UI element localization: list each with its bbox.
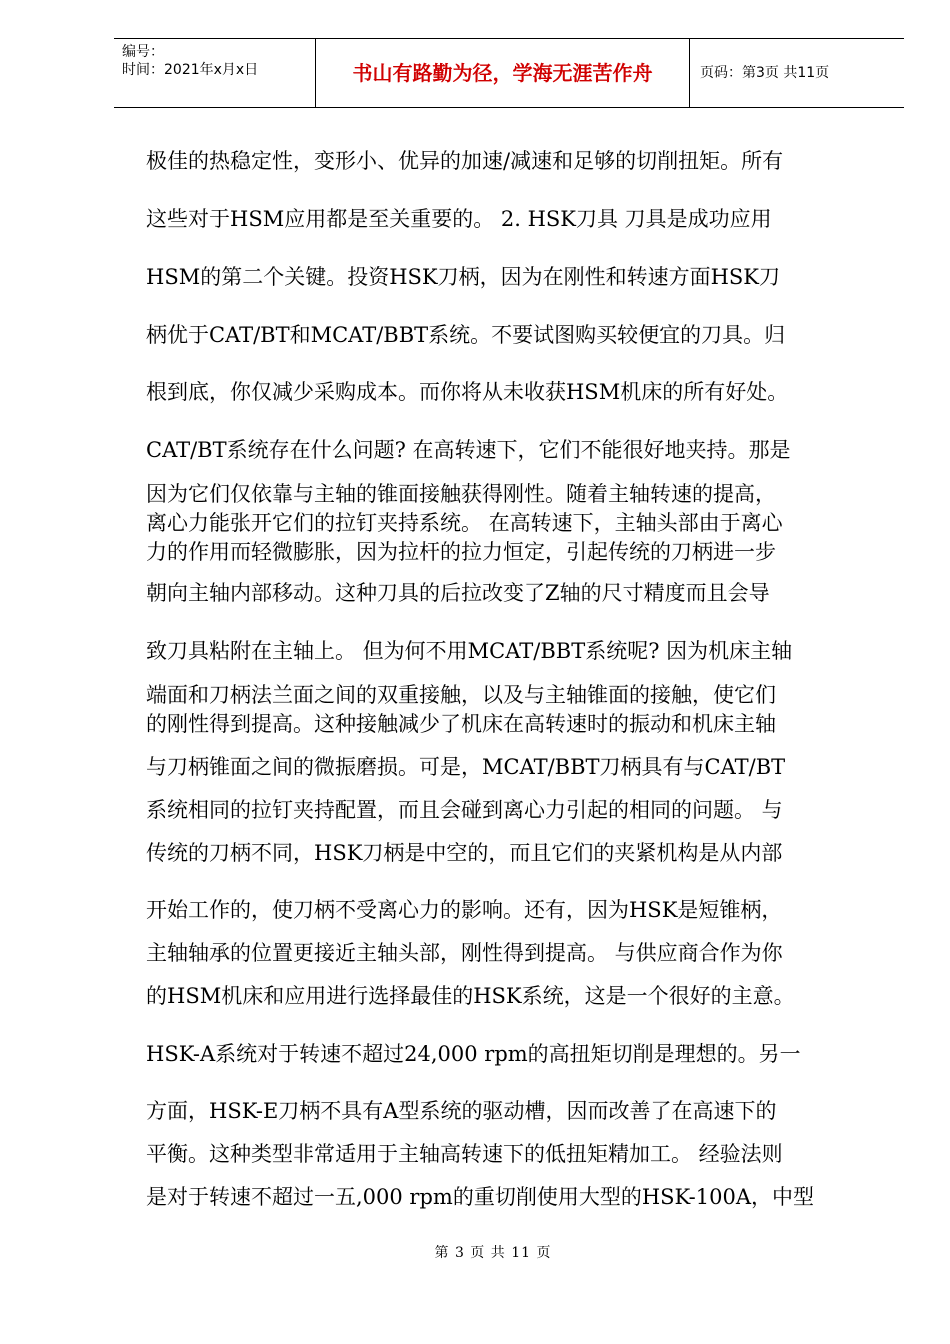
body-line: 方面，HSK-E刀柄不具有A型系统的驱动槽，因而改善了在高速下的	[146, 1099, 777, 1123]
body-line: 朝向主轴内部移动。这种刀具的后拉改变了Z轴的尺寸精度而且会导	[146, 581, 770, 605]
body-line: 的HSM机床和应用进行选择最佳的HSK系统，这是一个很好的主意。	[146, 984, 795, 1008]
body-line: 主轴轴承的位置更接近主轴头部，刚性得到提高。 与供应商合作为你	[146, 941, 783, 965]
body-line: 因为它们仅依靠与主轴的锥面接触获得刚性。随着主轴转速的提高，	[146, 482, 776, 506]
body-line: 这些对于HSM应用都是至关重要的。 2. HSK刀具 刀具是成功应用	[146, 207, 772, 231]
body-line: 力的作用而轻微膨胀，因为拉杆的拉力恒定，引起传统的刀柄进一步	[146, 540, 776, 564]
body-line: 端面和刀柄法兰面之间的双重接触，以及与主轴锥面的接触，使它们	[146, 683, 776, 707]
body-line: 是对于转速不超过一五,000 rpm的重切削使用大型的HSK-100A，中型	[146, 1185, 815, 1209]
body-line: 传统的刀柄不同，HSK刀柄是中空的，而且它们的夹紧机构是从内部	[146, 841, 783, 865]
document-time-label: 时间：2021年x月x日	[122, 62, 259, 78]
body-line: HSK-A系统对于转速不超过24,000 rpm的高扭矩切削是理想的。另一	[146, 1042, 801, 1066]
body-line: 根到底，你仅减少采购成本。而你将从未收获HSM机床的所有好处。	[146, 380, 789, 404]
page-footer: 第 3 页 共 11 页	[434, 1245, 552, 1261]
header-meta	[114, 39, 316, 107]
header-page-number: 页码：第3页 共11页	[700, 65, 830, 81]
body-line: 致刀具粘附在主轴上。 但为何不用MCAT/BBT系统呢? 因为机床主轴	[146, 639, 793, 663]
body-line: 平衡。这种类型非常适用于主轴高转速下的低扭矩精加工。 经验法则	[146, 1142, 783, 1166]
body-line: 的刚性得到提高。这种接触减少了机床在高转速时的振动和机床主轴	[146, 712, 776, 736]
body-line: 与刀柄锥面之间的微振磨损。可是，MCAT/BBT刀柄具有与CAT/BT	[146, 755, 786, 779]
body-line: CAT/BT系统存在什么问题? 在高转速下，它们不能很好地夹持。那是	[146, 438, 791, 462]
body-line: 离心力能张开它们的拉钉夹持系统。 在高转速下，主轴头部由于离心	[146, 511, 783, 535]
body-line: 柄优于CAT/BT和MCAT/BBT系统。不要试图购买较便宜的刀具。归	[146, 323, 786, 347]
header-motto: 书山有路勤为径，学海无涯苦作舟	[316, 39, 690, 107]
page-header	[114, 38, 904, 108]
body-line: 开始工作的，使刀柄不受离心力的影响。还有，因为HSK是短锥柄，	[146, 898, 783, 922]
body-line: 系统相同的拉钉夹持配置，而且会碰到离心力引起的相同的问题。 与	[146, 798, 783, 822]
document-number-label: 编号：	[122, 44, 164, 60]
body-line: HSM的第二个关键。投资HSK刀柄，因为在刚性和转速方面HSK刀	[146, 265, 780, 289]
body-line: 极佳的热稳定性，变形小、优异的加速/减速和足够的切削扭矩。所有	[146, 149, 784, 173]
